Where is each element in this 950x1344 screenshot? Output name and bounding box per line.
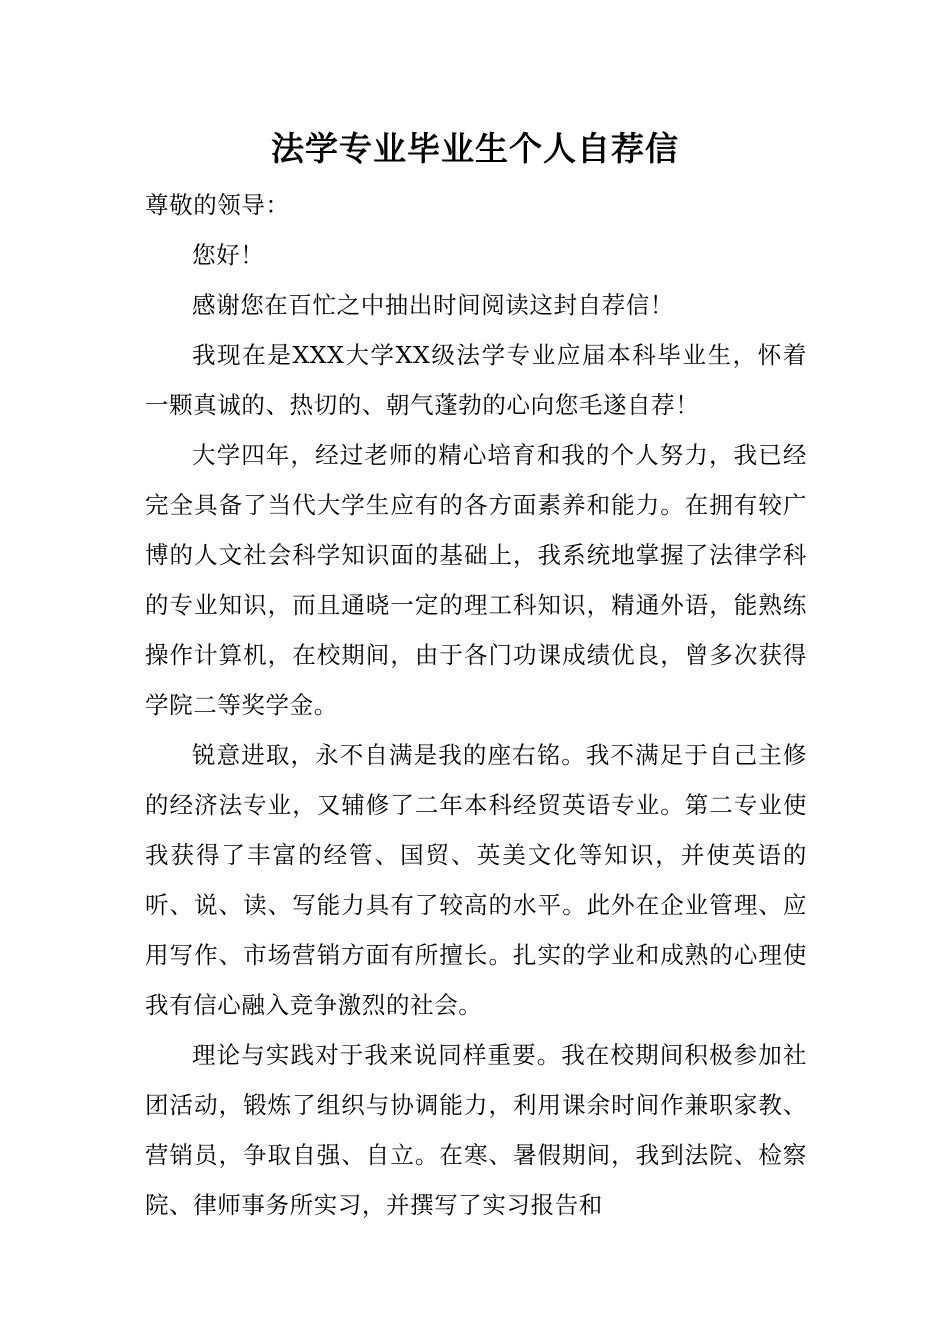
salutation: 尊敬的领导： bbox=[145, 191, 290, 219]
paragraph-thanks: 感谢您在百忙之中抽出时间阅读这封自荐信！ bbox=[192, 291, 674, 319]
letter-body bbox=[145, 180, 807, 1230]
document-title: 法学专业毕业生个人自荐信 bbox=[271, 129, 679, 168]
paragraph-education: 大学四年，经过老师的精心培育和我的个人努力，我已经完全具备了当代大学生应有的各方面素养和能力。在拥有较广博的人文社会科学知识面的基础上，我系统地掌握了法律学科的专业知识，而且通晓一定的理工科知识，精通外语，能熟练操作计算机，在校期间，由于各门功课成绩优良，曾多次获得学院二等奖学金。 bbox=[145, 441, 807, 719]
paragraph-practice: 理论与实践对于我来说同样重要。我在校期间积极参加社团活动，锻炼了组织与协调能力，利用课余时间作兼职家教、营销员，争取自强、自立。在寒、暑假期间，我到法院、检察院、律师事务所实习，并撰写了实习报告和 bbox=[145, 1041, 807, 1219]
paragraph-motto: 锐意进取，永不自满是我的座右铭。我不满足于自己主修的经济法专业，又辅修了二年本科经贸英语专业。第二专业使我获得了丰富的经管、国贸、英美文化等知识，并使英语的听、说、读、写能力具有了较高的水平。此外在企业管理、应用写作、市场营销方面有所擅长。扎实的学业和成熟的心理使我有信心融入竞争激烈的社会。 bbox=[145, 741, 807, 1019]
paragraph-greeting: 您好！ bbox=[192, 241, 265, 269]
paragraph-introduction: 我现在是XXX大学XX级法学专业应届本科毕业生，怀着一颗真诚的、热切的、朝气蓬勃的心向您毛遂自荐！ bbox=[145, 341, 807, 419]
